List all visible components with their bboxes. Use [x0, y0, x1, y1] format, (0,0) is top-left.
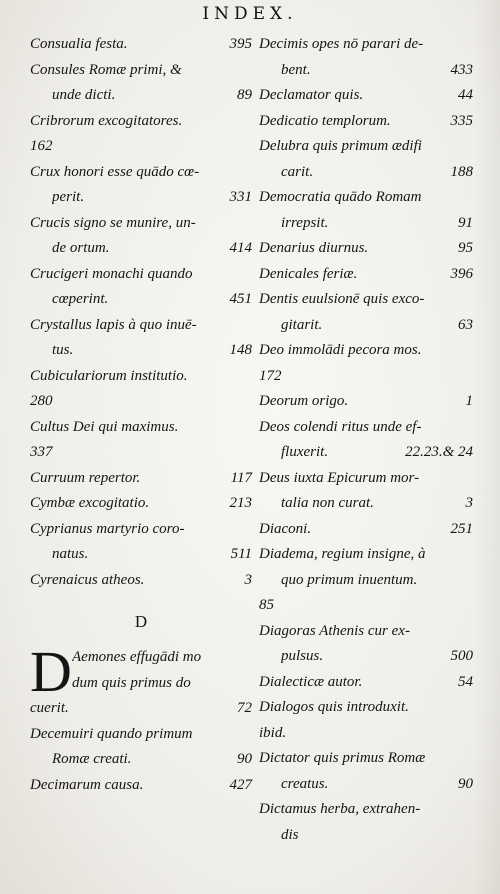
- entry-text: Decimis opes nō parari de-: [259, 36, 424, 52]
- entry-text: bent.: [281, 61, 311, 78]
- index-entry: [30, 415, 252, 466]
- entry-text: Crucis signo se munire, un-: [30, 214, 196, 231]
- entry-text: Denarius diurnus.: [259, 240, 369, 256]
- section-letter: D: [134, 612, 148, 631]
- entry-text: Cultus Dei qui maximus.: [30, 418, 179, 435]
- index-entries-d-cont: [259, 32, 473, 848]
- index-entry: [30, 517, 252, 568]
- entry-text: unde dicti.: [52, 87, 116, 103]
- entry-text: Crux honori esse quādo cœ-: [30, 163, 200, 180]
- page-number: 3: [465, 495, 473, 511]
- index-entry: [259, 185, 473, 236]
- entry-text: Romæ creati.: [52, 751, 132, 767]
- entry-text: Aemones effugādi mo: [72, 649, 202, 665]
- index-entry: [259, 517, 473, 543]
- entry-text: Declamator quis.: [259, 87, 364, 103]
- index-entry: [259, 389, 473, 415]
- entry-text: Crucigeri monachi quando: [30, 265, 193, 282]
- page-number: 280: [30, 393, 53, 409]
- index-entry: [259, 83, 473, 109]
- index-entry: [259, 670, 473, 696]
- page-number: 85: [259, 597, 274, 613]
- entry-text: Crystallus lapis à quo inuē-: [30, 316, 197, 333]
- index-entry: [30, 262, 252, 313]
- page-number: 396: [450, 265, 473, 282]
- entry-text: Cyprianus martyrio coro-: [30, 520, 185, 537]
- page-number: ibid.: [259, 724, 287, 741]
- entry-text: cœperint.: [52, 291, 109, 307]
- page-number: 95: [458, 240, 473, 256]
- entry-text: Diagoras Athenis cur ex-: [259, 622, 410, 639]
- page-number: 395: [229, 36, 252, 52]
- page-number: 331: [229, 189, 252, 205]
- index-entry: [259, 619, 473, 670]
- index-entry: [259, 746, 473, 797]
- index-entry: [259, 695, 473, 746]
- entry-text: Consules Romæ primi, &: [30, 61, 182, 78]
- entry-text: Denicales feriæ.: [259, 265, 358, 282]
- page-header: INDEX.: [202, 4, 298, 24]
- index-entry: [259, 262, 473, 288]
- entry-text: Dentis euulsionē quis exco-: [259, 291, 425, 307]
- entry-text: Decemuiri quando primum: [30, 725, 193, 742]
- page-number: 89: [237, 87, 252, 103]
- entry-text: carit.: [281, 163, 314, 180]
- index-entry: [30, 722, 252, 773]
- index-entry: [30, 568, 252, 594]
- entry-text: irrepsit.: [281, 214, 329, 231]
- page-number: 427: [229, 776, 252, 793]
- page-number: 1: [465, 393, 473, 409]
- left-column: [30, 32, 252, 798]
- page-number: 511: [230, 546, 252, 562]
- entry-text: Deorum origo.: [259, 393, 349, 409]
- entry-text: Curruum repertor.: [30, 469, 141, 486]
- entry-text: Dictamus herba, extrahen-: [259, 801, 421, 817]
- page-number: 91: [458, 214, 473, 231]
- index-entry: [259, 415, 473, 466]
- index-entry: [30, 364, 252, 415]
- entry-text: cuerit.: [30, 700, 69, 716]
- entry-text: Consualia festa.: [30, 36, 128, 52]
- index-entry: [30, 160, 252, 211]
- page-number: 72: [237, 700, 252, 716]
- page-number: 500: [450, 648, 473, 664]
- entry-text: Democratia quādo Romam: [259, 189, 422, 205]
- index-entry: [30, 58, 252, 109]
- index-entry: [30, 109, 252, 160]
- index-entry: [259, 236, 473, 262]
- entry-text: Cyrenaicus atheos.: [30, 571, 145, 588]
- entry-text: tus.: [52, 342, 74, 358]
- entry-text: pulsus.: [281, 648, 324, 664]
- page-number: 337: [30, 444, 53, 460]
- page-number: 3: [244, 571, 252, 588]
- entry-text: Deos colendi ritus unde ef-: [259, 418, 422, 435]
- page-number: 63: [458, 316, 473, 333]
- page-number: 433: [450, 61, 473, 78]
- entry-text: gitarit.: [281, 316, 323, 333]
- index-entries-c: [30, 32, 252, 593]
- index-entry: [30, 32, 252, 58]
- entry-text: Diadema, regium insigne, à: [259, 546, 426, 562]
- entry-text: Dialogos quis introduxit.: [259, 699, 409, 715]
- index-entries-d: [30, 722, 252, 799]
- page-number: 162: [30, 138, 53, 154]
- page-number: 251: [450, 520, 473, 537]
- page-number: 172: [259, 367, 282, 384]
- entry-text: Cubiculariorum institutio.: [30, 367, 188, 384]
- entry-text: Delubra quis primum ædifi: [259, 138, 422, 154]
- index-entry: [259, 797, 473, 848]
- page-number: 188: [450, 163, 473, 180]
- page-number: 148: [229, 342, 252, 358]
- index-entry: [30, 466, 252, 492]
- page-edge-shadow: [474, 0, 500, 894]
- entry-text: Dictator quis primus Romæ: [259, 750, 426, 766]
- page-number: 54: [458, 673, 473, 690]
- entry-text: quo primum inuentum.: [281, 571, 418, 588]
- entry-text: Dialecticæ autor.: [259, 673, 363, 690]
- entry-text: Dedicatio templorum.: [259, 112, 391, 129]
- entry-text: natus.: [52, 546, 89, 562]
- dropcap-letter: D: [30, 639, 72, 704]
- page-number: 213: [229, 495, 252, 511]
- index-entry: [30, 313, 252, 364]
- page-number: 90: [237, 751, 252, 767]
- index-entry: [259, 338, 473, 389]
- index-entry: [30, 211, 252, 262]
- entry-text: Deo immolādi pecora mos.: [259, 342, 422, 358]
- entry-text: de ortum.: [52, 240, 110, 256]
- index-entry: [259, 542, 473, 619]
- entry-text: Cymbæ excogitatio.: [30, 495, 150, 511]
- entry-text: Decimarum causa.: [30, 776, 144, 793]
- index-entry: [259, 466, 473, 517]
- page-number: 335: [450, 112, 473, 129]
- entry-text: creatus.: [281, 775, 329, 792]
- page-number: 414: [229, 240, 252, 256]
- entry-text: talia non curat.: [281, 495, 374, 511]
- entry-text: fluxerit.: [281, 444, 329, 460]
- entry-text: dis: [281, 826, 299, 843]
- entry-text: Diaconi.: [259, 520, 312, 537]
- index-entry: [259, 134, 473, 185]
- entry-text: perit.: [52, 189, 85, 205]
- index-entry: [30, 773, 252, 799]
- page-number: 44: [458, 87, 473, 103]
- index-entry: [259, 287, 473, 338]
- entry-text: Cribrorum excogitatores.: [30, 112, 183, 129]
- entry-text: Deus iuxta Epicurum mor-: [259, 469, 420, 486]
- page-number: 22.23.& 24: [405, 444, 473, 460]
- entry-text: dum quis primus do: [72, 674, 191, 691]
- index-entry: [259, 32, 473, 83]
- right-column: [259, 32, 473, 848]
- page-number: 90: [458, 775, 473, 792]
- index-entry: [30, 491, 252, 517]
- index-entry: [259, 109, 473, 135]
- page-number: 117: [230, 469, 252, 486]
- dropcap-entry: [30, 639, 252, 722]
- page-number: 451: [229, 291, 252, 307]
